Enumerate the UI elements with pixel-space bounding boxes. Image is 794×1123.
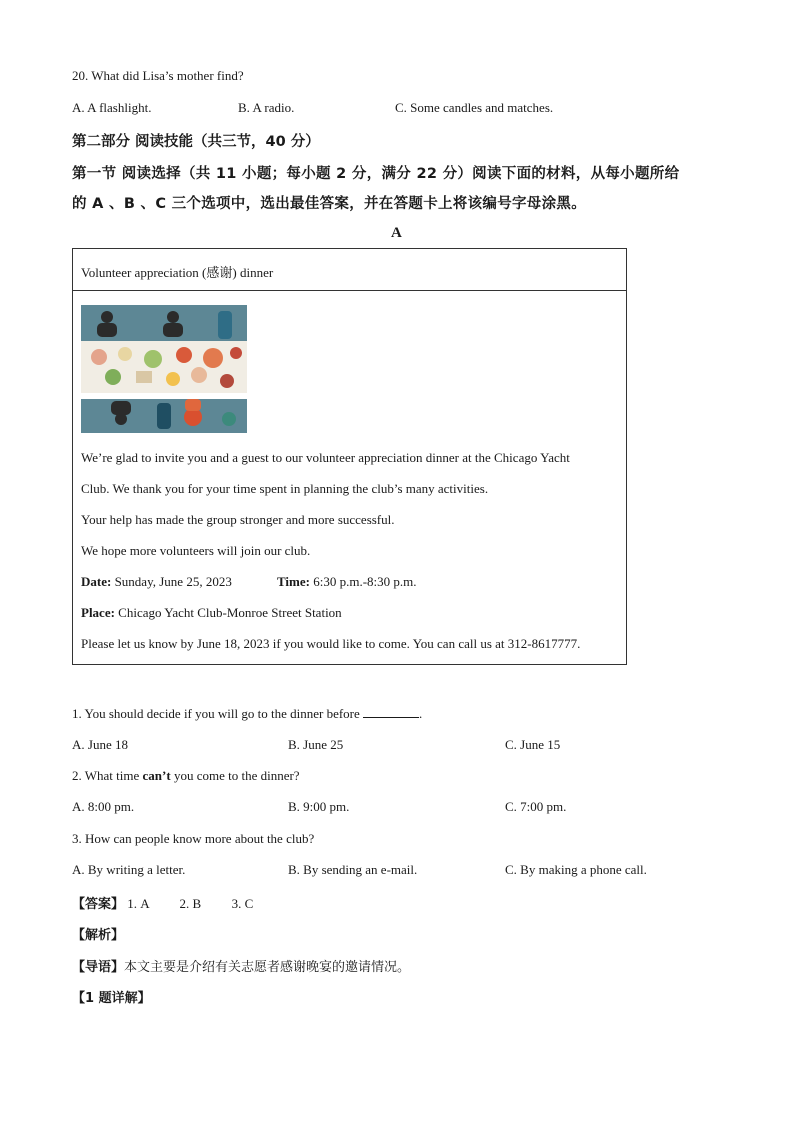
dinner-illustration	[81, 305, 247, 433]
answer-3: 3. C	[231, 896, 254, 911]
answer-1: 1. A	[127, 896, 149, 911]
guide-label: 【导语】	[72, 960, 125, 975]
guide-row	[72, 956, 410, 975]
question-2-text-pre: 2. What time	[72, 768, 143, 783]
notice-line-2: Club. We thank you for your time spent in planning the club’s many activities.	[81, 481, 489, 496]
question-2-option-a: A. 8:00 pm.	[72, 799, 135, 814]
question-3-stem: 3. How can people know more about the club?	[72, 831, 315, 846]
answer-row	[72, 893, 253, 912]
question-1-text: 1. You should decide if you will go to the dinner before	[72, 706, 360, 721]
place-value: Chicago Yacht Club-Monroe Street Station	[118, 605, 342, 620]
answer-2: 2. B	[179, 896, 202, 911]
notice-date-time-row	[81, 574, 232, 590]
notice-line-1: We’re glad to invite you and a guest to our volunteer appreciation dinner at the Chicago Yacht	[81, 450, 570, 465]
question-1-end: .	[419, 706, 423, 721]
question-2-option-c: C. 7:00 pm.	[505, 799, 567, 814]
notice-line-3: Your help has made the group stronger and more successful.	[81, 512, 395, 527]
question-2-option-b: B. 9:00 pm.	[288, 799, 350, 814]
question-2-text-bold: can’t	[142, 768, 171, 783]
date-value: Sunday, June 25, 2023	[114, 574, 232, 589]
place-label: Place:	[81, 605, 115, 620]
answer-blank	[363, 706, 419, 718]
question-1-option-a: A. June 18	[72, 737, 128, 752]
question-2-text-post: you come to the dinner?	[170, 768, 300, 783]
notice-contact: Please let us know by June 18, 2023 if you would like to come. You can call us at 312-8617777.	[81, 636, 581, 651]
notice-line-4: We hope more volunteers will join our club.	[81, 543, 311, 558]
question-20-option-c: C. Some candles and matches.	[395, 100, 554, 115]
analysis-label: 【解析】	[72, 928, 125, 943]
notice-place	[81, 605, 342, 621]
question-1-option-c: C. June 15	[505, 737, 561, 752]
question-2-stem	[72, 768, 300, 784]
question-1-stem	[72, 706, 422, 722]
section1-instruction-line2: 的 A 、B 、C 三个选项中，选出最佳答案，并在答题卡上将该编号字母涂黑。	[72, 196, 587, 212]
passage-label: A	[391, 225, 402, 241]
part2-title: 第二部分 阅读技能（共三节，40 分）	[72, 134, 320, 150]
question-1-option-b: B. June 25	[288, 737, 344, 752]
question-20-option-a: A. A flashlight.	[72, 100, 152, 115]
notice-time	[277, 574, 417, 590]
answer-label: 【答案】	[72, 897, 125, 912]
date-label: Date:	[81, 574, 112, 589]
notice-title-row	[73, 249, 626, 291]
time-label: Time:	[277, 574, 310, 589]
guide-text: 本文主要是介绍有关志愿者感谢晚宴的邀请情况。	[124, 960, 411, 975]
section1-instruction-line1: 第一节 阅读选择（共 11 小题；每小题 2 分，满分 22 分）阅读下面的材料，从每小题所给	[72, 166, 680, 182]
question-20-option-b: B. A radio.	[238, 100, 295, 115]
notice-box	[72, 248, 627, 665]
time-value: 6:30 p.m.-8:30 p.m.	[313, 574, 417, 589]
notice-title: Volunteer appreciation (感谢) dinner	[81, 265, 274, 280]
question-3-option-a: A. By writing a letter.	[72, 862, 186, 877]
question-3-option-b: B. By sending an e-mail.	[288, 862, 418, 877]
question-3-option-c: C. By making a phone call.	[505, 862, 647, 877]
detail-label: 【1 题详解】	[72, 991, 151, 1006]
question-20-stem: 20. What did Lisa’s mother find?	[72, 68, 244, 83]
